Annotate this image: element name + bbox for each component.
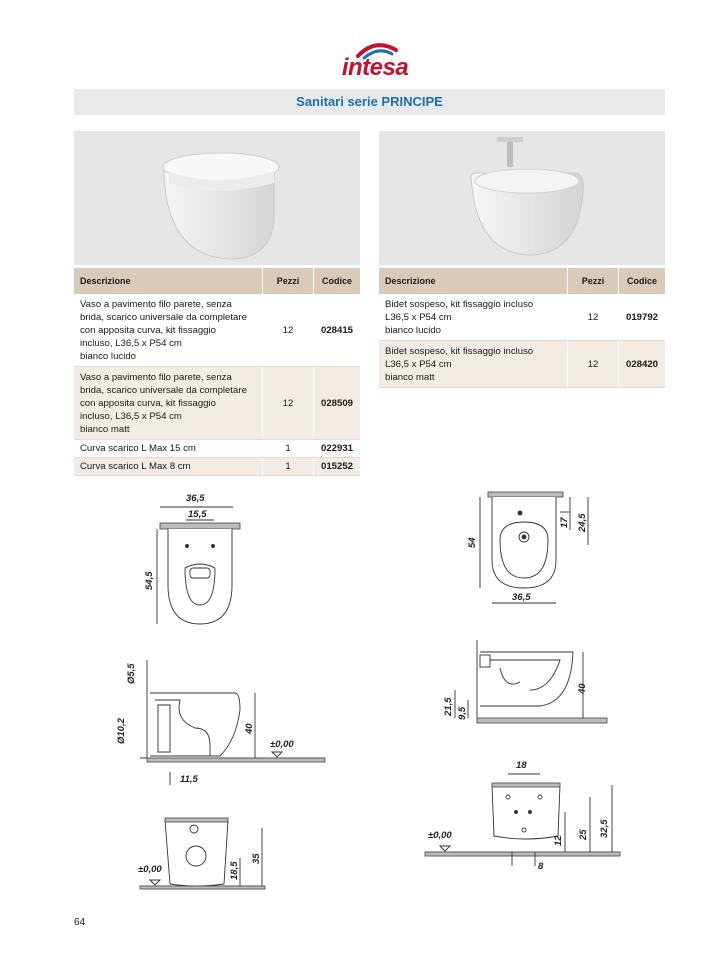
dim-label: 54,5: [144, 571, 155, 590]
dim-label: 8: [538, 861, 544, 872]
row-code: 028415: [314, 294, 361, 367]
row-code: 022931: [314, 440, 361, 458]
dim-label: 15,5: [188, 509, 207, 520]
dim-label: 35: [251, 853, 262, 864]
bidet-top-view: [480, 492, 588, 603]
dim-label: Ø10,2: [116, 718, 127, 744]
dim-label: 17: [559, 517, 570, 528]
dim-label: 40: [577, 683, 588, 694]
row-description: Vaso a pavimento filo parete, senza brida, scarico universale da completare con apposita curva, kit fissaggio incluso, L36,5 x P54 cm bianco lucido: [74, 294, 263, 367]
row-qty: 12: [263, 294, 314, 367]
wc-top-view: [157, 507, 240, 624]
bidet-side-view: [455, 640, 607, 723]
dim-label: 21,5: [443, 697, 454, 716]
row-qty: 1: [263, 440, 314, 458]
col-header-descrizione: Descrizione: [74, 268, 263, 294]
row-code: 019792: [619, 294, 666, 341]
dim-label: ±0,00: [270, 739, 294, 750]
row-qty: 12: [263, 367, 314, 440]
dim-label: 40: [244, 723, 255, 734]
dim-label: 36,5: [512, 592, 531, 603]
col-header-pezzi: Pezzi: [263, 268, 314, 294]
page-number: 64: [74, 917, 86, 928]
logo-wordmark: intesa: [341, 54, 409, 81]
dim-label: ±0,00: [138, 864, 162, 875]
row-code: 015252: [314, 458, 361, 476]
row-code: 028509: [314, 367, 361, 440]
col-header-codice: Codice: [619, 268, 666, 294]
dim-label: 18,5: [229, 861, 240, 880]
row-qty: 12: [568, 294, 619, 341]
col-header-pezzi: Pezzi: [568, 268, 619, 294]
dim-label: 18: [516, 760, 527, 771]
dim-label: 11,5: [180, 774, 198, 785]
row-description: Bidet sospeso, kit fissaggio incluso L36,5 x P54 cm bianco lucido: [379, 294, 568, 341]
dim-label: 12: [553, 835, 564, 846]
row-qty: 1: [263, 458, 314, 476]
dim-label: 36,5: [186, 493, 205, 504]
row-description: Bidet sospeso, kit fissaggio incluso L36,5 x P54 cm bianco matt: [379, 341, 568, 388]
dim-label: 54: [467, 537, 478, 548]
dim-label: 25: [578, 829, 589, 840]
wc-side-view: [140, 660, 325, 785]
dim-label: Ø5,5: [126, 663, 137, 684]
wc-front-view: [140, 818, 265, 889]
dim-label: ±0,00: [428, 830, 452, 841]
dim-label: 9,5: [457, 706, 468, 720]
bidet-front-view: [425, 774, 620, 866]
dim-label: 24,5: [577, 513, 588, 532]
row-description: Curva scarico L Max 15 cm: [74, 440, 263, 458]
row-description: Vaso a pavimento filo parete, senza brida, scarico universale da completare con apposita curva, kit fissaggio incluso, L36,5 x P54 cm bianco matt: [74, 367, 263, 440]
col-header-codice: Codice: [314, 268, 361, 294]
dim-label: 32,5: [599, 819, 610, 838]
row-code: 028420: [619, 341, 666, 388]
row-qty: 12: [568, 341, 619, 388]
row-description: Curva scarico L Max 8 cm: [74, 458, 263, 476]
page-title: Sanitari serie PRINCIPE: [296, 94, 443, 109]
col-header-descrizione: Descrizione: [379, 268, 568, 294]
